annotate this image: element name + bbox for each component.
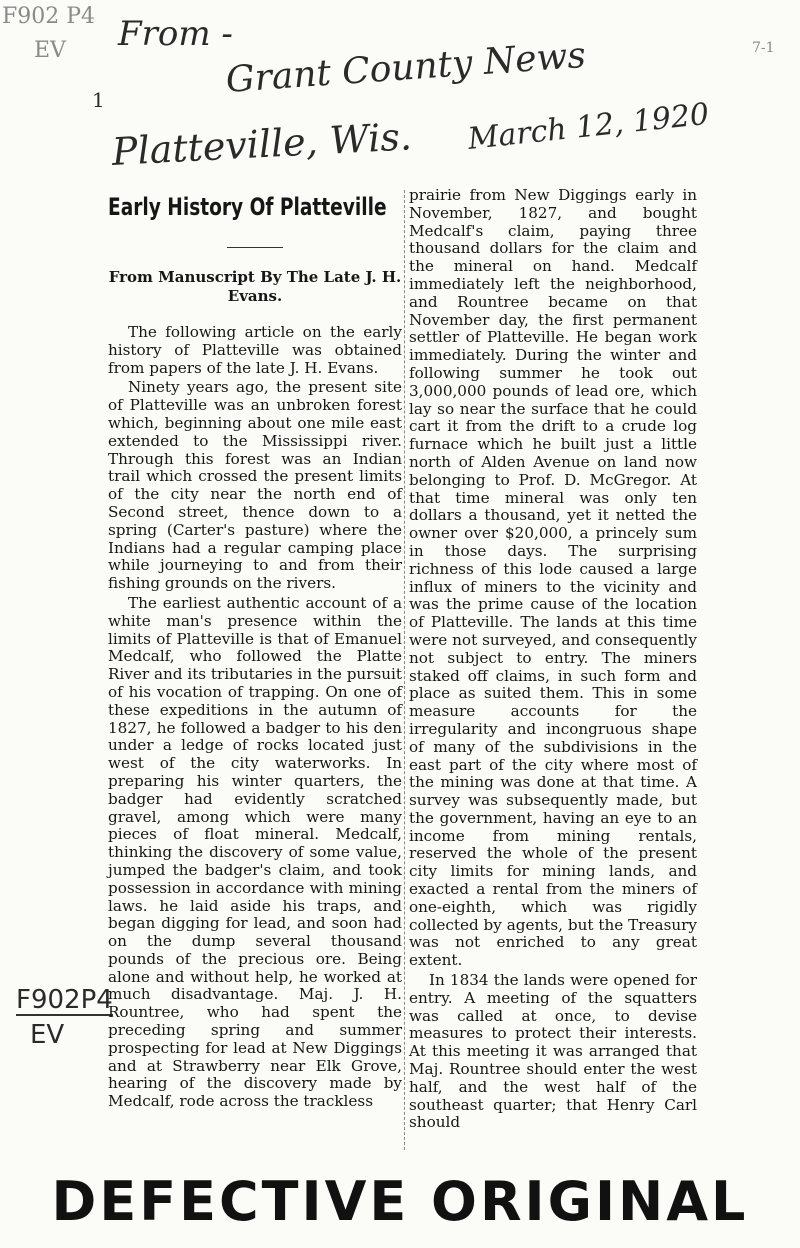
column-divider [404,190,405,1150]
corner-ev: EV [34,38,66,63]
paragraph: The earliest authentic account of a white man's presence within the limits of Platteville is that of Emanuel Medcalf, who followed the Platte River and its tributaries in the pursuit of his vocation of trapping. On one of these expeditions in the autumn of 1827, he followed a badger to his den under a ledge of rocks located just west of the city waterworks. In preparing his winter quarters, the badger had evidently scratched gravel, among which were many pieces of float mineral. Medcalf, thinking the discovery of some value, jumped the badger's claim, and took possession in accordance with mining laws. he laid aside his traps, and began digging for lead, and soon had on the dump several thousand pounds of the precious ore. Being alone and without help, he worked at much disadvantage. Maj. J. H. Rountree, who had spent the preceding spring and summer prospecting for lead at New Diggings and at Strawberry near Elk Grove, hearing of the discovery made by Medcalf, rode across the trackless [108,593,402,1111]
corner-mark: 7-1 [752,40,775,56]
paragraph: Ninety years ago, the present site of Platteville was an unbroken forest which, beginning about one mile east extended to the Mississippi river. Through this forest was an Indian trail which crossed the present limits of the city near the north end of Second street, thence down to a spring (Carter's pasture) where the Indians had a regular camping place while journeying to and from their fishing grounds on the rivers. [108,378,402,593]
paragraph: In 1834 the lands were opened for entry. A meeting of the squatters was called at once, to devise measures to protect their interests. At this meeting it was arranged that Maj. Rountree should enter the west half, and the west half of the southeast quarter; that Henry Carl should [409,971,697,1132]
headline-rule [227,247,283,248]
article-column-1 [108,185,402,1113]
side-code: F902P4 [16,985,113,1015]
paragraph: The following article on the early history of Platteville was obtained from papers of the late J. H. Evans. [108,323,402,377]
tick-mark: 1 [92,88,105,112]
article-subheadline: From Manuscript By The Late J. H. Evans. [108,268,402,305]
date-annotation: March 12, 1920 [466,96,711,157]
corner-code: F902 P4 [2,4,96,29]
defective-original-stamp: DEFECTIVE ORIGINAL [51,1170,749,1233]
article-headline: Early History Of Platteville [108,193,387,221]
newspaper-name: Grant County News [224,34,588,101]
place-name: Platteville, Wis. [110,114,413,174]
article-column-2 [409,187,697,1134]
paragraph: prairie from New Diggings early in November, 1827, and bought Medcalf's claim, paying three thousand dollars for the claim and the mineral on hand. Medcalf immediately left the neighborhood, and Rountree became on that November day, the first permanent settler of Platteville. He began work immediately. During the winter and following summer he took out 3,000,000 pounds of lead ore, which lay so near the surface that he could cart it from the drift to a crude log furnace which he built just a little north of Alden Avenue on land now belonging to Prof. D. McGregor. At that time mineral was only ten dollars a thousand, yet it netted the owner over $20,000, a princely sum in those days. The surprising richness of this lode caused a large influx of miners to the vicinity and was the prime cause of the location of Platteville. The lands at this time were not surveyed, and consequently not subject to entry. The miners staked off claims, in such form and place as suited them. This in some measure accounts for the irregularity and incongruous shape of many of the subdivisions in the east part of the city where most of the mining was done at that time. A survey was subsequently made, but the government, having an eye to an income from mining rentals, reserved the whole of the present city limits for mining lands, and exacted a rental from the miners of one-eighth, which was rigidly collected by agents, but the Treasury was not enriched to any great extent. [409,186,697,970]
side-ev: EV [30,1020,65,1050]
from-label: From - [118,14,233,54]
